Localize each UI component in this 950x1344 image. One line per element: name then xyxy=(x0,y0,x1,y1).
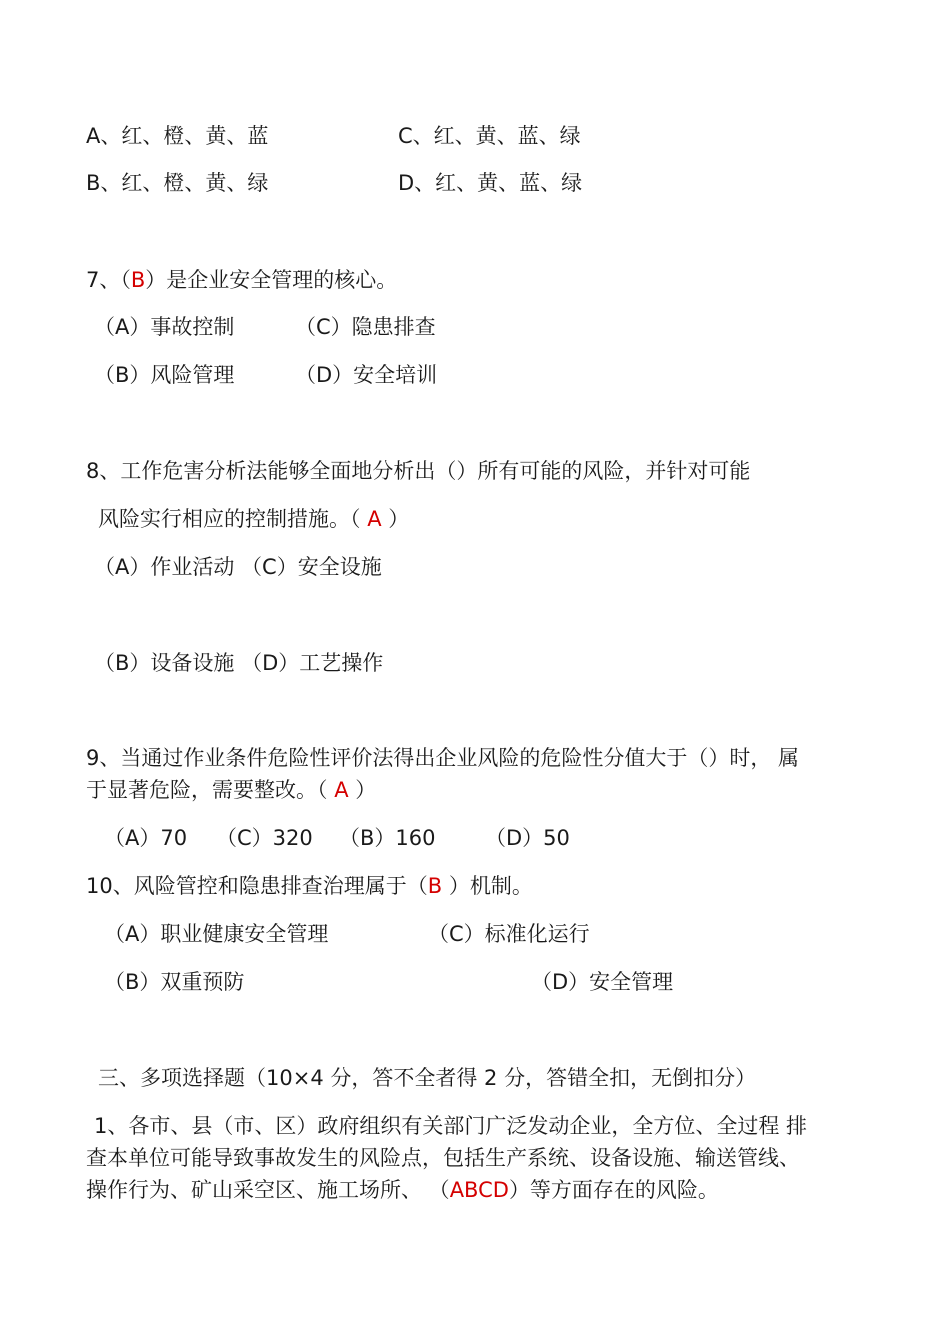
q9-option-d: （D）50 xyxy=(485,826,570,850)
section3-q1-answer: ABCD xyxy=(449,1178,509,1202)
q10-answer: B xyxy=(427,874,443,898)
q8-stem-line1: 8、工作危害分析法能够全面地分析出（）所有可能的风险，并针对可能 xyxy=(86,459,751,483)
q7-option-c: （C）隐患排查 xyxy=(295,315,436,339)
q10-option-b: （B）双重预防 xyxy=(104,970,245,994)
q10-option-a: （A）职业健康安全管理 xyxy=(104,922,329,946)
section3-heading: 三、多项选择题（10×4 分，答不全者得 2 分，答错全扣，无倒扣分） xyxy=(98,1066,757,1090)
q6-option-c: C、红、黄、蓝、绿 xyxy=(398,124,581,148)
q7-option-b: （B）风险管理 xyxy=(94,363,235,387)
q9-option-b: （B）160 xyxy=(339,826,436,850)
q9-stem-line1: 9、当通过作业条件危险性评价法得出企业风险的危险性分值大于（）时， 属 xyxy=(86,746,800,770)
q7-option-d: （D）安全培训 xyxy=(295,363,438,387)
q7-answer: B xyxy=(130,268,146,292)
q10-stem xyxy=(86,871,533,901)
q8-answer: A xyxy=(367,507,382,531)
q8-options-ac: （A）作业活动 （C）安全设施 xyxy=(94,555,382,579)
q10-suffix: ）机制。 xyxy=(442,874,533,898)
q8-line2-prefix: 风险实行相应的控制措施。（ xyxy=(98,507,368,531)
section3-q1-line3-suffix: ）等方面存在的风险。 xyxy=(508,1178,719,1202)
q9-option-a: （A）70 xyxy=(104,826,188,850)
q8-line2-suffix: ） xyxy=(381,507,410,531)
q10-option-d: （D）安全管理 xyxy=(531,970,674,994)
q8-options-bd: （B）设备设施 （D）工艺操作 xyxy=(94,651,384,675)
section3-q1-line3 xyxy=(86,1175,719,1205)
q7-suffix: ）是企业安全管理的核心。 xyxy=(145,268,398,292)
q9-option-c: （C）320 xyxy=(216,826,313,850)
section3-q1-line1: 1、各市、县（市、区）政府组织有关部门广泛发动企业，全方位、全过程 排 xyxy=(94,1114,808,1138)
q9-line2-prefix: 于显著危险，需要整改。（ xyxy=(86,778,335,802)
q7-prefix: 7、（ xyxy=(86,268,131,292)
q6-option-b: B、红、橙、黄、绿 xyxy=(86,171,269,195)
section3-q1-line3-prefix: 操作行为、矿山采空区、施工场所、 （ xyxy=(86,1178,450,1202)
section3-q1-line2: 查本单位可能导致事故发生的风险点，包括生产系统、设备设施、输送管线、 xyxy=(86,1146,800,1170)
q9-stem-line2 xyxy=(86,775,376,805)
q9-line2-suffix: ） xyxy=(348,778,377,802)
q6-option-d: D、红、黄、蓝、绿 xyxy=(398,171,583,195)
q9-answer: A xyxy=(334,778,349,802)
q10-prefix: 10、风险管控和隐患排查治理属于（ xyxy=(86,874,428,898)
q7-option-a: （A）事故控制 xyxy=(94,315,235,339)
q10-option-c: （C）标准化运行 xyxy=(428,922,590,946)
q6-option-a: A、红、橙、黄、蓝 xyxy=(86,124,269,148)
q7-stem xyxy=(86,265,397,295)
q8-stem-line2 xyxy=(98,504,409,534)
